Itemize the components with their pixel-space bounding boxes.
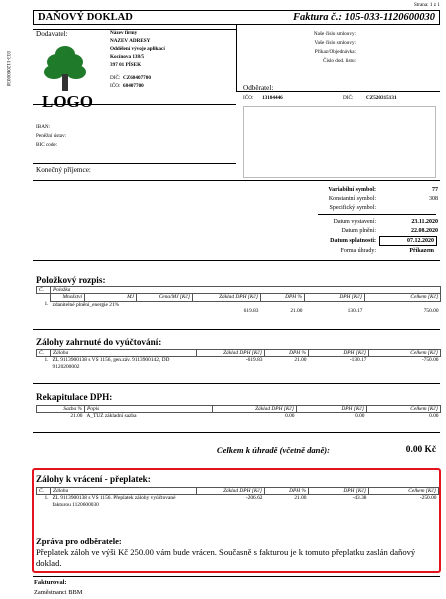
table-row: 1. ZL 9113900138 s VS 1156. Přeplatek zálohy vyúčtované fakturou 1120600030 -206.62 21.00 -43.38 -250.00	[44, 495, 437, 508]
advance-total: -750.00	[421, 357, 439, 364]
refund-header-vat: DPH [Kč]	[309, 488, 369, 495]
issue-date-label: Datum vystavení:	[333, 219, 376, 225]
supplier-label: Dodavatel:	[36, 30, 68, 38]
items-header-unit-price: Cena/MJ [Kč]	[137, 294, 193, 301]
issued-by-label: Fakturoval:	[34, 579, 67, 586]
refund-total: -250.00	[419, 495, 437, 502]
supply-date-label: Datum plnění:	[341, 228, 376, 234]
supplier-name-1: Název firmy	[110, 30, 138, 36]
items-header-num: Č.	[37, 287, 51, 294]
item-total: 750.00	[423, 308, 439, 315]
item-vat-rate: 21.00	[290, 308, 303, 315]
advances-header-base: Základ DPH [Kč]	[197, 350, 265, 357]
issue-date: 23.11.2020	[411, 219, 438, 225]
advance-description: ZL 9113900138 s VS 1156, gen.záv. 9113900142, DD 9120200002	[52, 357, 170, 370]
customer-ico-label: IČO:	[243, 95, 254, 101]
due-date: 07.12.2020	[407, 238, 434, 244]
final-recipient-label: Konečný příjemce:	[36, 166, 91, 174]
vat-header-desc: Popis	[85, 406, 213, 413]
supplier-name-3: Oddělení vývoje aplikací	[110, 46, 165, 52]
vat-header-vat: DPH [Kč]	[297, 406, 367, 413]
customer-label: Odběratel:	[243, 84, 274, 92]
variable-symbol-label: Variabilní symbol:	[328, 187, 376, 193]
refund-base: -206.62	[245, 495, 263, 502]
supply-date: 22.08.2020	[411, 228, 438, 234]
variable-symbol: 77	[432, 187, 438, 193]
total-due-label: Celkem k úhradě (včetně daně):	[216, 445, 330, 455]
vat-header-base: Základ DPH [Kč]	[213, 406, 297, 413]
item-description: zdanitelné plnění_energie 21%	[52, 301, 120, 308]
advances-header-advance: Záloha	[51, 350, 197, 357]
issued-by-value: Zaměstnanci BBM	[34, 589, 83, 596]
advance-base: -619.83	[245, 357, 263, 364]
ref-our-contract: Naše číslo smlouvy:	[313, 31, 356, 37]
supplier-dic-label: DIČ:	[110, 75, 121, 81]
iban-label: IBAN:	[36, 124, 51, 130]
items-header-vat-rate: DPH %	[261, 294, 305, 301]
constant-symbol: 308	[429, 196, 438, 202]
supplier-name-2: NAZEV ADRESY	[110, 38, 151, 44]
bank-label: Peněžní ústav:	[36, 133, 67, 139]
items-header-base: Základ DPH [Kč]	[193, 294, 261, 301]
table-row: 1. ZL 9113900138 s VS 1156, gen.záv. 9113900142, DD 9120200002 -619.83 21.00 -130.17 -750.00	[44, 357, 439, 370]
advances-header-total: Celkem [Kč]	[369, 350, 441, 357]
refund-header-advance: Záloha	[51, 488, 197, 495]
payment-form-label: Forma úhrady:	[340, 248, 376, 254]
refund-header-num: Č.	[37, 488, 51, 495]
supplier-dic: CZ68407700	[123, 75, 151, 81]
supplier-city: 397 01 PÍSEK	[110, 62, 142, 68]
total-due-value: 0.00 Kč	[405, 445, 436, 455]
refund-vat-rate: 21.00	[294, 495, 307, 502]
items-header-unit: MJ	[85, 294, 137, 301]
refund-header-base: Základ DPH [Kč]	[197, 488, 265, 495]
refund-header-total: Celkem [Kč]	[369, 488, 439, 495]
item-base: 619.83	[243, 308, 259, 315]
items-header-total: Celkem [Kč]	[365, 294, 441, 301]
page-number: Strana: 1 z 1	[413, 2, 440, 8]
table-row	[37, 308, 441, 314]
constant-symbol-label: Konstantní symbol:	[328, 196, 376, 202]
customer-dic: CZ520315131	[366, 95, 397, 101]
supplier-ico-label: IČO:	[110, 83, 121, 89]
ref-order: Příkaz/Objednávka:	[314, 49, 356, 55]
items-table	[36, 286, 441, 315]
advances-header-vat-rate: DPH %	[265, 350, 309, 357]
invoice-number: Faktura č.: 105-033-1120600030	[292, 12, 435, 23]
table-row: 21.00 A_TUZ základní sazba 0.00 0.00 0.00	[70, 413, 439, 420]
header-bar	[33, 10, 440, 25]
logo-text: LOGO	[42, 92, 94, 111]
items-header-item: Položka	[51, 287, 441, 294]
items-section-title: Položkový rozpis:	[36, 275, 106, 285]
refund-table	[36, 487, 439, 508]
specific-symbol-label: Specifický symbol:	[329, 205, 376, 211]
supplier-street: Kocínova 138/5	[110, 54, 145, 60]
items-header-qty: Množství	[51, 294, 85, 301]
refund-header-vat-rate: DPH %	[265, 488, 309, 495]
side-document-id: 033-1120600030	[5, 51, 11, 87]
advance-vat-rate: 21.00	[294, 357, 307, 364]
advances-section-title: Zálohy zahrnuté do vyúčtování:	[36, 337, 162, 347]
refund-section-title: Zálohy k vrácení - přeplatek:	[36, 474, 151, 484]
due-date-label: Datum splatnosti:	[330, 238, 376, 244]
document-title: DAŇOVÝ DOKLAD	[38, 12, 133, 23]
refund-description: ZL 9113900138 s VS 1156. Přeplatek zálohy vyúčtované fakturou 1120600030	[52, 495, 176, 508]
tree-logo-icon	[40, 42, 90, 92]
vat-summary-table	[36, 405, 441, 420]
vat-header-rate: Sazba %	[37, 406, 85, 413]
supplier-ico: 68407700	[123, 83, 144, 89]
customer-message: Přeplatek záloh ve výši Kč 250.00 vám bude vrácen. Současně s fakturou je k tomuto přeplatku zaslán daňový doklad.	[36, 547, 416, 568]
customer-message-title: Zpráva pro odběratele:	[36, 536, 122, 546]
items-header-vat: DPH [Kč]	[305, 294, 365, 301]
customer-dic-label: DIČ:	[343, 95, 354, 101]
advance-vat: -130.17	[349, 357, 367, 364]
advances-table	[36, 349, 441, 370]
ref-your-contract: Vaše číslo smlouvy:	[314, 40, 356, 46]
advances-header-num: Č.	[37, 350, 51, 357]
advances-header-vat: DPH [Kč]	[309, 350, 369, 357]
item-vat: 130.17	[347, 308, 363, 315]
table-row: 1. zdanitelné plnění_energie 21%	[37, 301, 441, 308]
bic-label: BIC code:	[36, 142, 58, 148]
refund-vat: -43.38	[352, 495, 367, 502]
ref-delivery-note: Číslo dod. listu:	[322, 58, 356, 64]
payment-form: Příkazem	[409, 248, 434, 254]
vat-header-total: Celkem [Kč]	[367, 406, 441, 413]
customer-address-redacted	[243, 106, 436, 178]
vat-summary-title: Rekapitulace DPH:	[36, 392, 113, 402]
customer-ico: 13104446	[262, 95, 283, 101]
